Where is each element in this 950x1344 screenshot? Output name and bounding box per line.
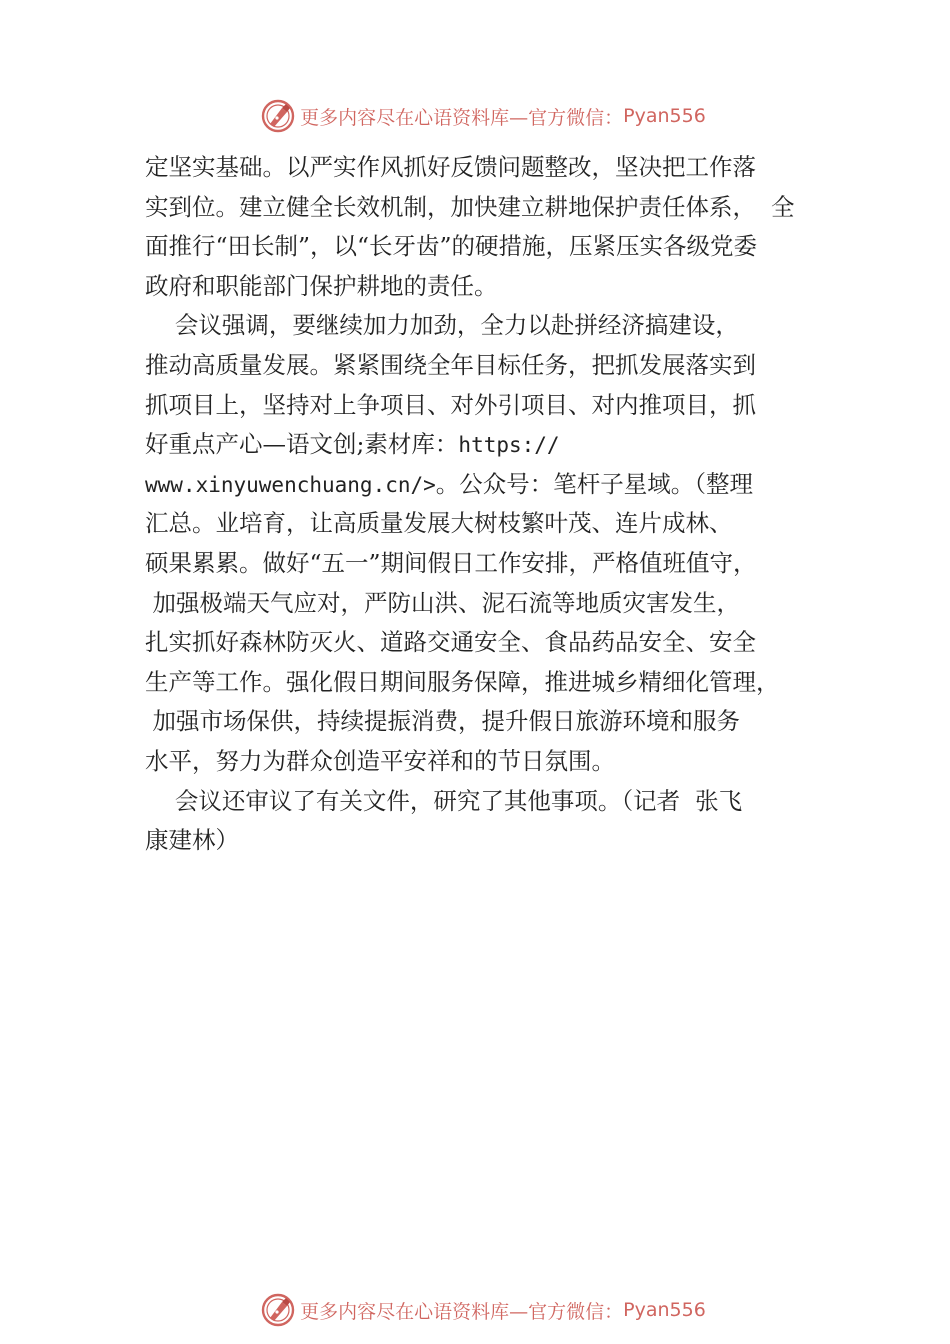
text-line: 政府和职能部门保护耕地的责任。 (145, 271, 498, 300)
wechat-id: Pyan556 (623, 1299, 706, 1321)
url-segment-1: https:// (458, 433, 560, 458)
text-segment: 。公众号：笔杆子星域。（整理 (435, 469, 754, 498)
text-line: 抓项目上，坚持对上争项目、对外引项目、对内推项目，抓 (145, 390, 756, 419)
text-line: 汇总。业培育，让高质量发展大树枝繁叶茂、连片成林、 (145, 509, 733, 538)
text-line: 会议还审议了有关文件，研究了其他事项。（记者 张飞 (145, 786, 743, 815)
banner-text: 更多内容尽在心语资料库—官方微信： (300, 1300, 624, 1323)
text-line: 加强极端天气应对，严防山洪、泥石流等地质灾害发生， (145, 588, 740, 617)
text-line: 加强市场保供，持续提振消费，提升假日旅游环境和服务 (145, 707, 740, 736)
text-line: 实到位。建立健全长效机制，加快建立耕地保护责任体系， 全 (145, 192, 795, 221)
text-line-with-url (145, 425, 825, 465)
text-line: 推动高质量发展。紧紧围绕全年目标任务，把抓发展落实到 (145, 350, 756, 379)
text-line: 水平，努力为群众创造平安祥和的节日氛围。 (145, 746, 615, 775)
pen-nib-logo-icon (260, 1292, 296, 1328)
text-line: 扎实抓好森林防灭火、道路交通安全、食品药品安全、安全 (145, 628, 756, 657)
text-line: 生产等工作。强化假日期间服务保障，推进城乡精细化管理， (145, 667, 780, 696)
wechat-id: Pyan556 (623, 105, 706, 127)
text-line: 定坚实基础。以严实作风抓好反馈问题整改，坚决把工作落 (145, 153, 756, 181)
text-line: 面推行“田长制”，以“长牙齿”的硬措施，压紧压实各级党委 (145, 232, 758, 261)
header-banner (0, 96, 950, 136)
text-line: 硕果累累。做好“五一”期间假日工作安排，严格值班值守， (145, 548, 757, 577)
text-segment: 好重点产心—语文创;素材库： (145, 430, 459, 459)
banner-text: 更多内容尽在心语资料库—官方微信： (300, 106, 624, 129)
document-body (145, 148, 825, 861)
url-segment-2: www.xinyuwenchuang.cn/> (145, 472, 436, 497)
pen-nib-logo-icon (260, 98, 296, 134)
footer-banner (0, 1290, 950, 1330)
text-line: 康建林） (145, 826, 239, 855)
text-line-with-url (145, 465, 825, 505)
text-line: 会议强调，要继续加力加劲，全力以赴拼经济搞建设， (145, 311, 739, 340)
